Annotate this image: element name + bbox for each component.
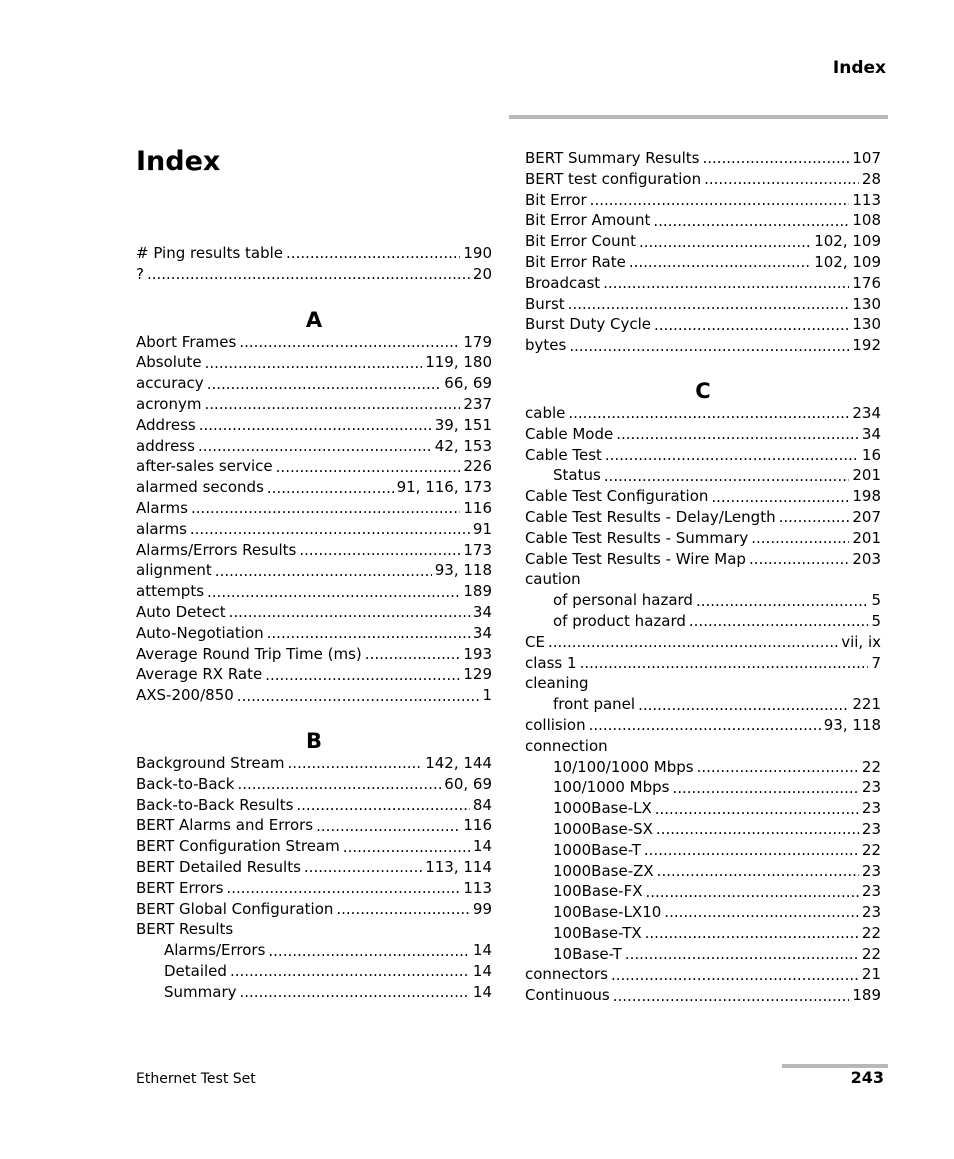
index-term: Summary (164, 982, 237, 1001)
index-entry (525, 190, 881, 211)
dot-leader (229, 605, 470, 619)
dot-leader (625, 947, 859, 961)
dot-leader (296, 798, 470, 812)
index-page-refs: 34 (472, 623, 492, 642)
index-term: Cable Test Configuration (525, 487, 709, 506)
index-entry (136, 602, 492, 623)
dot-leader (657, 864, 859, 878)
index-page-refs: 34 (861, 424, 881, 443)
dot-leader (239, 335, 460, 349)
index-page-refs: 66, 69 (444, 374, 492, 393)
index-page-refs: 23 (861, 903, 881, 922)
index-entry (525, 252, 881, 273)
dot-leader (304, 860, 422, 874)
index-term: BERT Alarms and Errors (136, 816, 314, 835)
index-term: 10Base-T (553, 944, 622, 963)
index-term: CE (525, 632, 545, 651)
index-entry (136, 477, 492, 498)
index-subentry (525, 819, 881, 840)
dot-leader (204, 397, 460, 411)
index-term: Bit Error Rate (525, 252, 626, 271)
index-entry (136, 753, 492, 774)
index-term: BERT test configuration (525, 169, 702, 188)
dot-leader (704, 172, 859, 186)
dot-leader (207, 585, 460, 599)
index-subentry (525, 611, 881, 632)
index-term: cleaning (525, 674, 589, 693)
dot-leader (751, 531, 849, 545)
dot-leader (299, 543, 460, 557)
index-term: accuracy (136, 374, 204, 393)
index-term: 1000Base-SX (553, 819, 653, 838)
index-term: BERT Errors (136, 878, 224, 897)
dot-leader (268, 944, 470, 958)
index-entry (525, 294, 881, 315)
index-entry (136, 664, 492, 685)
dot-leader (603, 276, 849, 290)
index-term: Cable Test (525, 445, 602, 464)
section-letter-a: A (305, 307, 323, 332)
index-term: front panel (553, 695, 636, 714)
index-page-refs: 201 (852, 466, 881, 485)
dot-leader (147, 267, 470, 281)
index-term: Absolute (136, 353, 202, 372)
dot-leader (265, 668, 460, 682)
index-entry (136, 899, 492, 920)
page-title: Index (136, 146, 221, 177)
index-page-refs: 189 (463, 582, 492, 601)
dot-leader (191, 501, 460, 515)
index-page-refs: 5 (871, 611, 881, 630)
index-page-refs: 116 (463, 498, 492, 517)
index-page-refs: 23 (861, 799, 881, 818)
dot-leader (198, 439, 432, 453)
dot-leader (190, 522, 470, 536)
footer-page-number: 243 (850, 1068, 884, 1087)
index-term: 100Base-TX (553, 923, 642, 942)
index-page-refs: 7 (871, 653, 881, 672)
index-page-refs: 142, 144 (425, 753, 492, 772)
index-page-refs: 119, 180 (425, 353, 492, 372)
index-term: Average RX Rate (136, 665, 263, 684)
dot-leader (696, 594, 868, 608)
index-term: Cable Test Results - Summary (525, 528, 749, 547)
index-page-refs: 28 (861, 169, 881, 188)
index-term: 1000Base-ZX (553, 861, 654, 880)
dot-leader (656, 822, 859, 836)
index-page-refs: 190 (463, 244, 492, 262)
index-term: Alarms/Errors (164, 941, 266, 960)
index-entry (136, 332, 492, 353)
section-c-entries (525, 403, 881, 1006)
dot-leader (702, 151, 849, 165)
dot-leader (288, 756, 423, 770)
index-term: attempts (136, 582, 205, 601)
index-entry (525, 632, 881, 653)
index-page-refs: 207 (852, 507, 881, 526)
dot-leader (672, 781, 858, 795)
index-page-refs: 116 (463, 816, 492, 835)
index-term: BERT Global Configuration (136, 899, 334, 918)
index-entry (525, 169, 881, 190)
index-term: Bit Error (525, 190, 587, 209)
index-page-refs: 91, 116, 173 (396, 478, 492, 497)
running-header-title: Index (832, 58, 886, 78)
index-page-refs: 16 (861, 445, 881, 464)
dot-leader (639, 235, 811, 249)
index-page-refs: 93, 118 (434, 561, 492, 580)
index-page-refs: 102, 109 (814, 252, 881, 271)
index-term: Address (136, 415, 196, 434)
dot-leader (237, 777, 441, 791)
index-page-refs: 130 (852, 294, 881, 313)
index-term: BERT Results (136, 920, 234, 939)
index-subentry (525, 798, 881, 819)
index-entry (136, 685, 492, 706)
dot-leader (689, 614, 869, 628)
index-entry (525, 653, 881, 674)
index-entry (525, 507, 881, 528)
index-term: connection (525, 736, 608, 755)
dot-leader (548, 635, 838, 649)
index-page-refs: 113, 114 (425, 857, 492, 876)
index-term: alignment (136, 561, 212, 580)
index-page-refs: 84 (472, 795, 492, 814)
index-subentry (525, 902, 881, 923)
index-term: Cable Test Results - Wire Map (525, 549, 746, 568)
section-letter-b: B (305, 728, 322, 753)
index-subentry (525, 840, 881, 861)
index-term: address (136, 436, 195, 455)
index-entry (136, 498, 492, 519)
dot-leader (654, 318, 849, 332)
index-page-refs: 203 (852, 549, 881, 568)
dot-leader (343, 840, 470, 854)
index-entry (136, 836, 492, 857)
dot-leader (655, 802, 859, 816)
index-page-refs: 14 (472, 982, 492, 1001)
index-entry (525, 403, 881, 424)
index-term: 10/100/1000 Mbps (553, 757, 694, 776)
index-entry (525, 486, 881, 507)
index-page-refs: 20 (472, 264, 492, 283)
dot-leader (645, 885, 858, 899)
index-page-refs: 189 (852, 986, 881, 1005)
dot-leader (365, 647, 461, 661)
footer-product-name: Ethernet Test Set (136, 1071, 256, 1087)
index-subentry (525, 590, 881, 611)
index-page-refs: 108 (852, 211, 881, 230)
index-entry (525, 673, 881, 694)
index-page-refs: 237 (463, 394, 492, 413)
index-entry (136, 560, 492, 581)
section-b-continued-entries (525, 148, 881, 356)
index-entry (525, 424, 881, 445)
index-term: 100Base-LX10 (553, 903, 662, 922)
dot-leader (613, 989, 850, 1003)
index-entry (525, 549, 881, 570)
index-page-refs: 23 (861, 778, 881, 797)
dot-leader (711, 490, 849, 504)
index-term: cable (525, 403, 566, 422)
dot-leader (237, 689, 480, 703)
index-page-refs: 14 (472, 961, 492, 980)
index-page-refs: 21 (861, 965, 881, 984)
index-term: connectors (525, 965, 608, 984)
index-term: Average Round Trip Time (ms) (136, 644, 362, 663)
index-term: acronym (136, 394, 202, 413)
index-term: 100Base-FX (553, 882, 643, 901)
dot-leader (569, 339, 849, 353)
index-term: BERT Configuration Stream (136, 837, 340, 856)
index-term: Continuous (525, 986, 610, 1005)
index-subentry (525, 757, 881, 778)
dot-leader (779, 510, 850, 524)
dot-leader (697, 760, 859, 774)
index-entry (136, 540, 492, 561)
index-entry (136, 243, 492, 264)
index-term: Cable Test Results - Delay/Length (525, 507, 776, 526)
index-page-refs: 130 (852, 315, 881, 334)
index-page-refs: 113 (852, 190, 881, 209)
index-page-refs: 193 (463, 644, 492, 663)
index-term: Alarms (136, 498, 188, 517)
dot-leader (568, 297, 850, 311)
index-entry (136, 623, 492, 644)
index-term: Burst Duty Cycle (525, 315, 652, 334)
dot-leader (267, 481, 394, 495)
index-subentry (525, 923, 881, 944)
index-page-refs: 91 (472, 519, 492, 538)
index-entry (525, 736, 881, 757)
index-page-refs: 173 (463, 540, 492, 559)
index-entry (136, 519, 492, 540)
index-page-refs: 14 (472, 941, 492, 960)
dot-leader (568, 406, 849, 420)
index-term: Bit Error Amount (525, 211, 651, 230)
index-term: Broadcast (525, 273, 601, 292)
index-term: 100/1000 Mbps (553, 778, 670, 797)
index-entry (525, 964, 881, 985)
index-entry (136, 373, 492, 394)
index-term: Back-to-Back (136, 774, 235, 793)
index-term: caution (525, 570, 581, 589)
header-rule (509, 115, 888, 119)
index-page-refs: vii, ix (841, 632, 881, 651)
index-page-refs: 23 (861, 882, 881, 901)
section-a-entries (136, 332, 492, 706)
index-term: Background Stream (136, 753, 285, 772)
dot-leader (644, 843, 859, 857)
index-page-refs: 1 (482, 686, 492, 705)
index-page-refs: 22 (861, 923, 881, 942)
index-page-refs: 23 (861, 861, 881, 880)
index-page-refs: 179 (463, 332, 492, 351)
index-term: Abort Frames (136, 332, 237, 351)
index-page-refs: 93, 118 (823, 715, 881, 734)
index-term: # Ping results table (136, 244, 284, 262)
index-term: Bit Error Count (525, 232, 636, 251)
index-entry (136, 394, 492, 415)
index-term: Alarms/Errors Results (136, 540, 297, 559)
index-entry (136, 815, 492, 836)
index-subentry (525, 694, 881, 715)
index-page-refs: 99 (472, 899, 492, 918)
index-entry (525, 210, 881, 231)
index-page-refs: 176 (852, 273, 881, 292)
index-page-refs: 102, 109 (814, 232, 881, 251)
index-entry (136, 795, 492, 816)
section-letter-c: C (695, 378, 711, 403)
index-entry (136, 644, 492, 665)
index-term: collision (525, 715, 586, 734)
index-term: BERT Detailed Results (136, 857, 301, 876)
index-term: ? (136, 264, 144, 283)
index-term: of product hazard (553, 611, 686, 630)
index-page-refs: 39, 151 (434, 415, 492, 434)
index-term: bytes (525, 336, 567, 355)
section-b-entries (136, 753, 492, 1003)
index-page-refs: 192 (852, 336, 881, 355)
index-entry (525, 985, 881, 1006)
index-page-refs: 113 (463, 878, 492, 897)
index-page-refs: 107 (852, 149, 881, 167)
index-term: Cable Mode (525, 424, 614, 443)
index-page-refs: 60, 69 (444, 774, 492, 793)
index-entry (525, 148, 881, 169)
index-page-refs: 198 (852, 487, 881, 506)
dot-leader (286, 246, 460, 260)
index-term: BERT Summary Results (525, 149, 700, 167)
index-entry (136, 415, 492, 436)
index-term: of personal hazard (553, 591, 693, 610)
dot-leader (605, 448, 859, 462)
index-entry (136, 878, 492, 899)
index-subentry (525, 944, 881, 965)
index-page-refs: 226 (463, 457, 492, 476)
index-subentry (136, 940, 492, 961)
index-term: Auto-Negotiation (136, 623, 264, 642)
dot-leader (336, 902, 470, 916)
index-term: Burst (525, 294, 565, 313)
dot-leader (267, 626, 470, 640)
index-page-refs: 201 (852, 528, 881, 547)
dot-leader (205, 356, 423, 370)
index-term: 1000Base-T (553, 840, 641, 859)
index-subentry (525, 861, 881, 882)
dot-leader (207, 377, 442, 391)
index-page-refs: 42, 153 (434, 436, 492, 455)
index-entry (525, 569, 881, 590)
index-entry (136, 264, 492, 285)
index-subentry (136, 982, 492, 1003)
index-term: class 1 (525, 653, 577, 672)
index-entry (525, 335, 881, 356)
dot-leader (645, 926, 859, 940)
index-entry (136, 857, 492, 878)
dot-leader (611, 968, 859, 982)
index-entry (525, 231, 881, 252)
index-entry (136, 919, 492, 940)
dot-leader (580, 656, 869, 670)
index-column-left (136, 243, 492, 1003)
index-page-refs: 23 (861, 819, 881, 838)
index-page-refs: 14 (472, 837, 492, 856)
index-term: Status (553, 466, 601, 485)
index-term: Auto Detect (136, 602, 226, 621)
dot-leader (240, 985, 470, 999)
index-page-refs: 34 (472, 602, 492, 621)
dot-leader (653, 214, 849, 228)
dot-leader (199, 418, 432, 432)
index-page-refs: 5 (871, 591, 881, 610)
index-page-refs: 221 (852, 695, 881, 714)
index-term: 1000Base-LX (553, 799, 652, 818)
dot-leader (604, 469, 850, 483)
index-page-refs: 234 (852, 403, 881, 422)
symbol-entries (136, 243, 492, 285)
index-subentry (525, 881, 881, 902)
index-subentry (525, 465, 881, 486)
index-term: AXS-200/850 (136, 686, 234, 705)
index-page-refs: 22 (861, 840, 881, 859)
dot-leader (316, 819, 460, 833)
dot-leader (230, 964, 470, 978)
index-subentry (136, 961, 492, 982)
index-entry (136, 352, 492, 373)
dot-leader (276, 460, 461, 474)
dot-leader (749, 552, 849, 566)
dot-leader (629, 255, 811, 269)
index-entry (525, 273, 881, 294)
index-entry (525, 445, 881, 466)
dot-leader (589, 718, 821, 732)
index-entry (136, 581, 492, 602)
index-term: Back-to-Back Results (136, 795, 294, 814)
index-term: alarmed seconds (136, 478, 264, 497)
index-term: alarms (136, 519, 187, 538)
index-term: Detailed (164, 961, 227, 980)
dot-leader (590, 193, 850, 207)
dot-leader (664, 905, 859, 919)
index-subentry (525, 777, 881, 798)
dot-leader (215, 564, 432, 578)
index-page-refs: 22 (861, 757, 881, 776)
index-entry (136, 436, 492, 457)
dot-leader (616, 427, 859, 441)
index-entry (136, 456, 492, 477)
index-page-refs: 22 (861, 944, 881, 963)
index-entry (525, 528, 881, 549)
index-page-refs: 129 (463, 665, 492, 684)
index-column-right (525, 148, 881, 1006)
dot-leader (226, 881, 460, 895)
index-entry (136, 774, 492, 795)
index-term: after-sales service (136, 457, 273, 476)
dot-leader (638, 698, 849, 712)
index-entry (525, 715, 881, 736)
index-entry (525, 314, 881, 335)
